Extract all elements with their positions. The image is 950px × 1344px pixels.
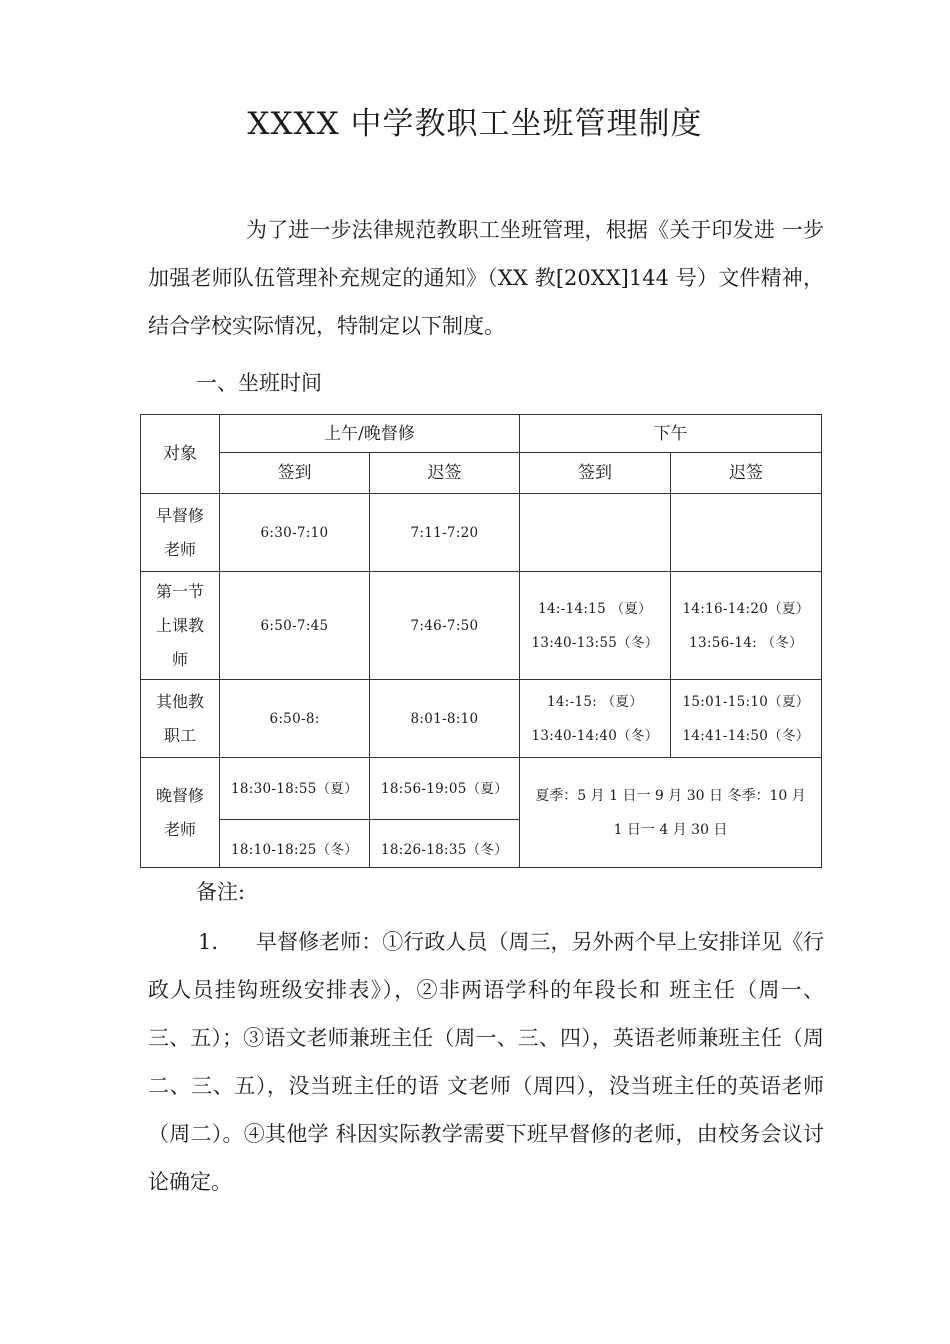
intro-paragraph: 为了进一步法律规范教职工坐班管理，根据《关于印发进 一步加强老师队伍管理补充规定的通知》（XX 教[20XX]144 号）文件精神，结合学校实际情况，特制定以下制度。 <box>148 218 824 338</box>
header-afternoon-group: 下午 <box>520 415 822 453</box>
evening-summer-sign-cell: 18:30-18:55（夏） <box>220 758 370 820</box>
evening-summer-late-cell: 18:56-19:05（夏） <box>370 758 520 820</box>
row-target-line: 职工 <box>163 725 196 745</box>
row-target-line: 第一节 <box>155 581 204 601</box>
row-target-line: 其他教 <box>155 691 204 711</box>
header-pm-late: 迟签 <box>671 453 822 494</box>
pm-late-cell <box>671 680 822 758</box>
am-sign-cell: 6:50-7:45 <box>220 572 370 680</box>
pm-late-summer: 14:16-14:20（夏） <box>682 600 810 617</box>
schedule-table <box>140 414 822 868</box>
pm-sign-summer: 14:-14:15 （夏） <box>538 600 652 617</box>
row-target-cell <box>141 758 220 868</box>
header-target: 对象 <box>141 415 220 494</box>
section-heading-schedule: 一、坐班时间 <box>196 371 322 395</box>
season-note-line: 1 日一 4 月 30 日 <box>613 821 728 838</box>
table-row <box>141 758 822 820</box>
remark-text: 早督修老师：①行政人员（周三，另外两个早上安排详见《行政人员挂钩班级安排表》），②非两语学科的年段长和 班主任（周一、三、五）；③语文老师兼班主任（周一、三、四），英语老师兼班主任（周二、三、五），没当班主任的语 文老师（周四），没当班主任的英语老师（周二）。④其他学 科因实际教学需要下班早督修的老师，由校务会议讨论确定。 <box>148 930 824 1194</box>
evening-winter-sign-cell: 18:10-18:25（冬） <box>220 820 370 868</box>
pm-sign-cell <box>520 494 671 572</box>
am-late-cell: 7:46-7:50 <box>370 572 520 680</box>
pm-late-summer: 15:01-15:10（夏） <box>682 693 810 710</box>
table-row <box>141 572 822 680</box>
row-target-line: 上课教 <box>155 615 204 635</box>
row-target-line: 师 <box>171 649 188 669</box>
row-target-line: 晚督修 <box>155 785 204 805</box>
row-target-cell <box>141 494 220 572</box>
pm-sign-winter: 13:40-13:55（冬） <box>531 634 659 651</box>
row-target-cell <box>141 680 220 758</box>
table-row <box>141 680 822 758</box>
am-sign-cell: 6:50-8: <box>220 680 370 758</box>
season-note-line: 夏季：5 月 1 日一 9 月 30 日 冬季：10 月 <box>535 787 806 804</box>
remark-item-1 <box>148 918 824 1206</box>
am-late-cell: 7:11-7:20 <box>370 494 520 572</box>
pm-late-winter: 14:41-14:50（冬） <box>682 727 810 744</box>
am-sign-cell: 6:30-7:10 <box>220 494 370 572</box>
table-row <box>141 494 822 572</box>
pm-sign-summer: 14:-15: （夏） <box>546 693 644 710</box>
season-note-cell <box>520 758 822 868</box>
pm-late-cell <box>671 572 822 680</box>
header-am-late: 迟签 <box>370 453 520 494</box>
evening-winter-late-cell: 18:26-18:35（冬） <box>370 820 520 868</box>
remark-number: 1. <box>198 930 219 954</box>
remarks-label: 备注: <box>196 880 246 904</box>
row-target-line: 老师 <box>163 819 196 839</box>
am-late-cell: 8:01-8:10 <box>370 680 520 758</box>
document-title: XXXX 中学教职工坐班管理制度 <box>247 106 703 142</box>
pm-late-cell <box>671 494 822 572</box>
row-target-line: 老师 <box>163 539 196 559</box>
pm-sign-winter: 13:40-14:40（冬） <box>531 727 659 744</box>
header-morning-group: 上午/晚督修 <box>220 415 520 453</box>
pm-sign-cell <box>520 680 671 758</box>
header-am-sign-in: 签到 <box>220 453 370 494</box>
row-target-cell <box>141 572 220 680</box>
row-target-line: 早督修 <box>155 505 204 525</box>
header-pm-sign-in: 签到 <box>520 453 671 494</box>
pm-late-winter: 13:56-14: （冬） <box>689 634 803 651</box>
pm-sign-cell <box>520 572 671 680</box>
